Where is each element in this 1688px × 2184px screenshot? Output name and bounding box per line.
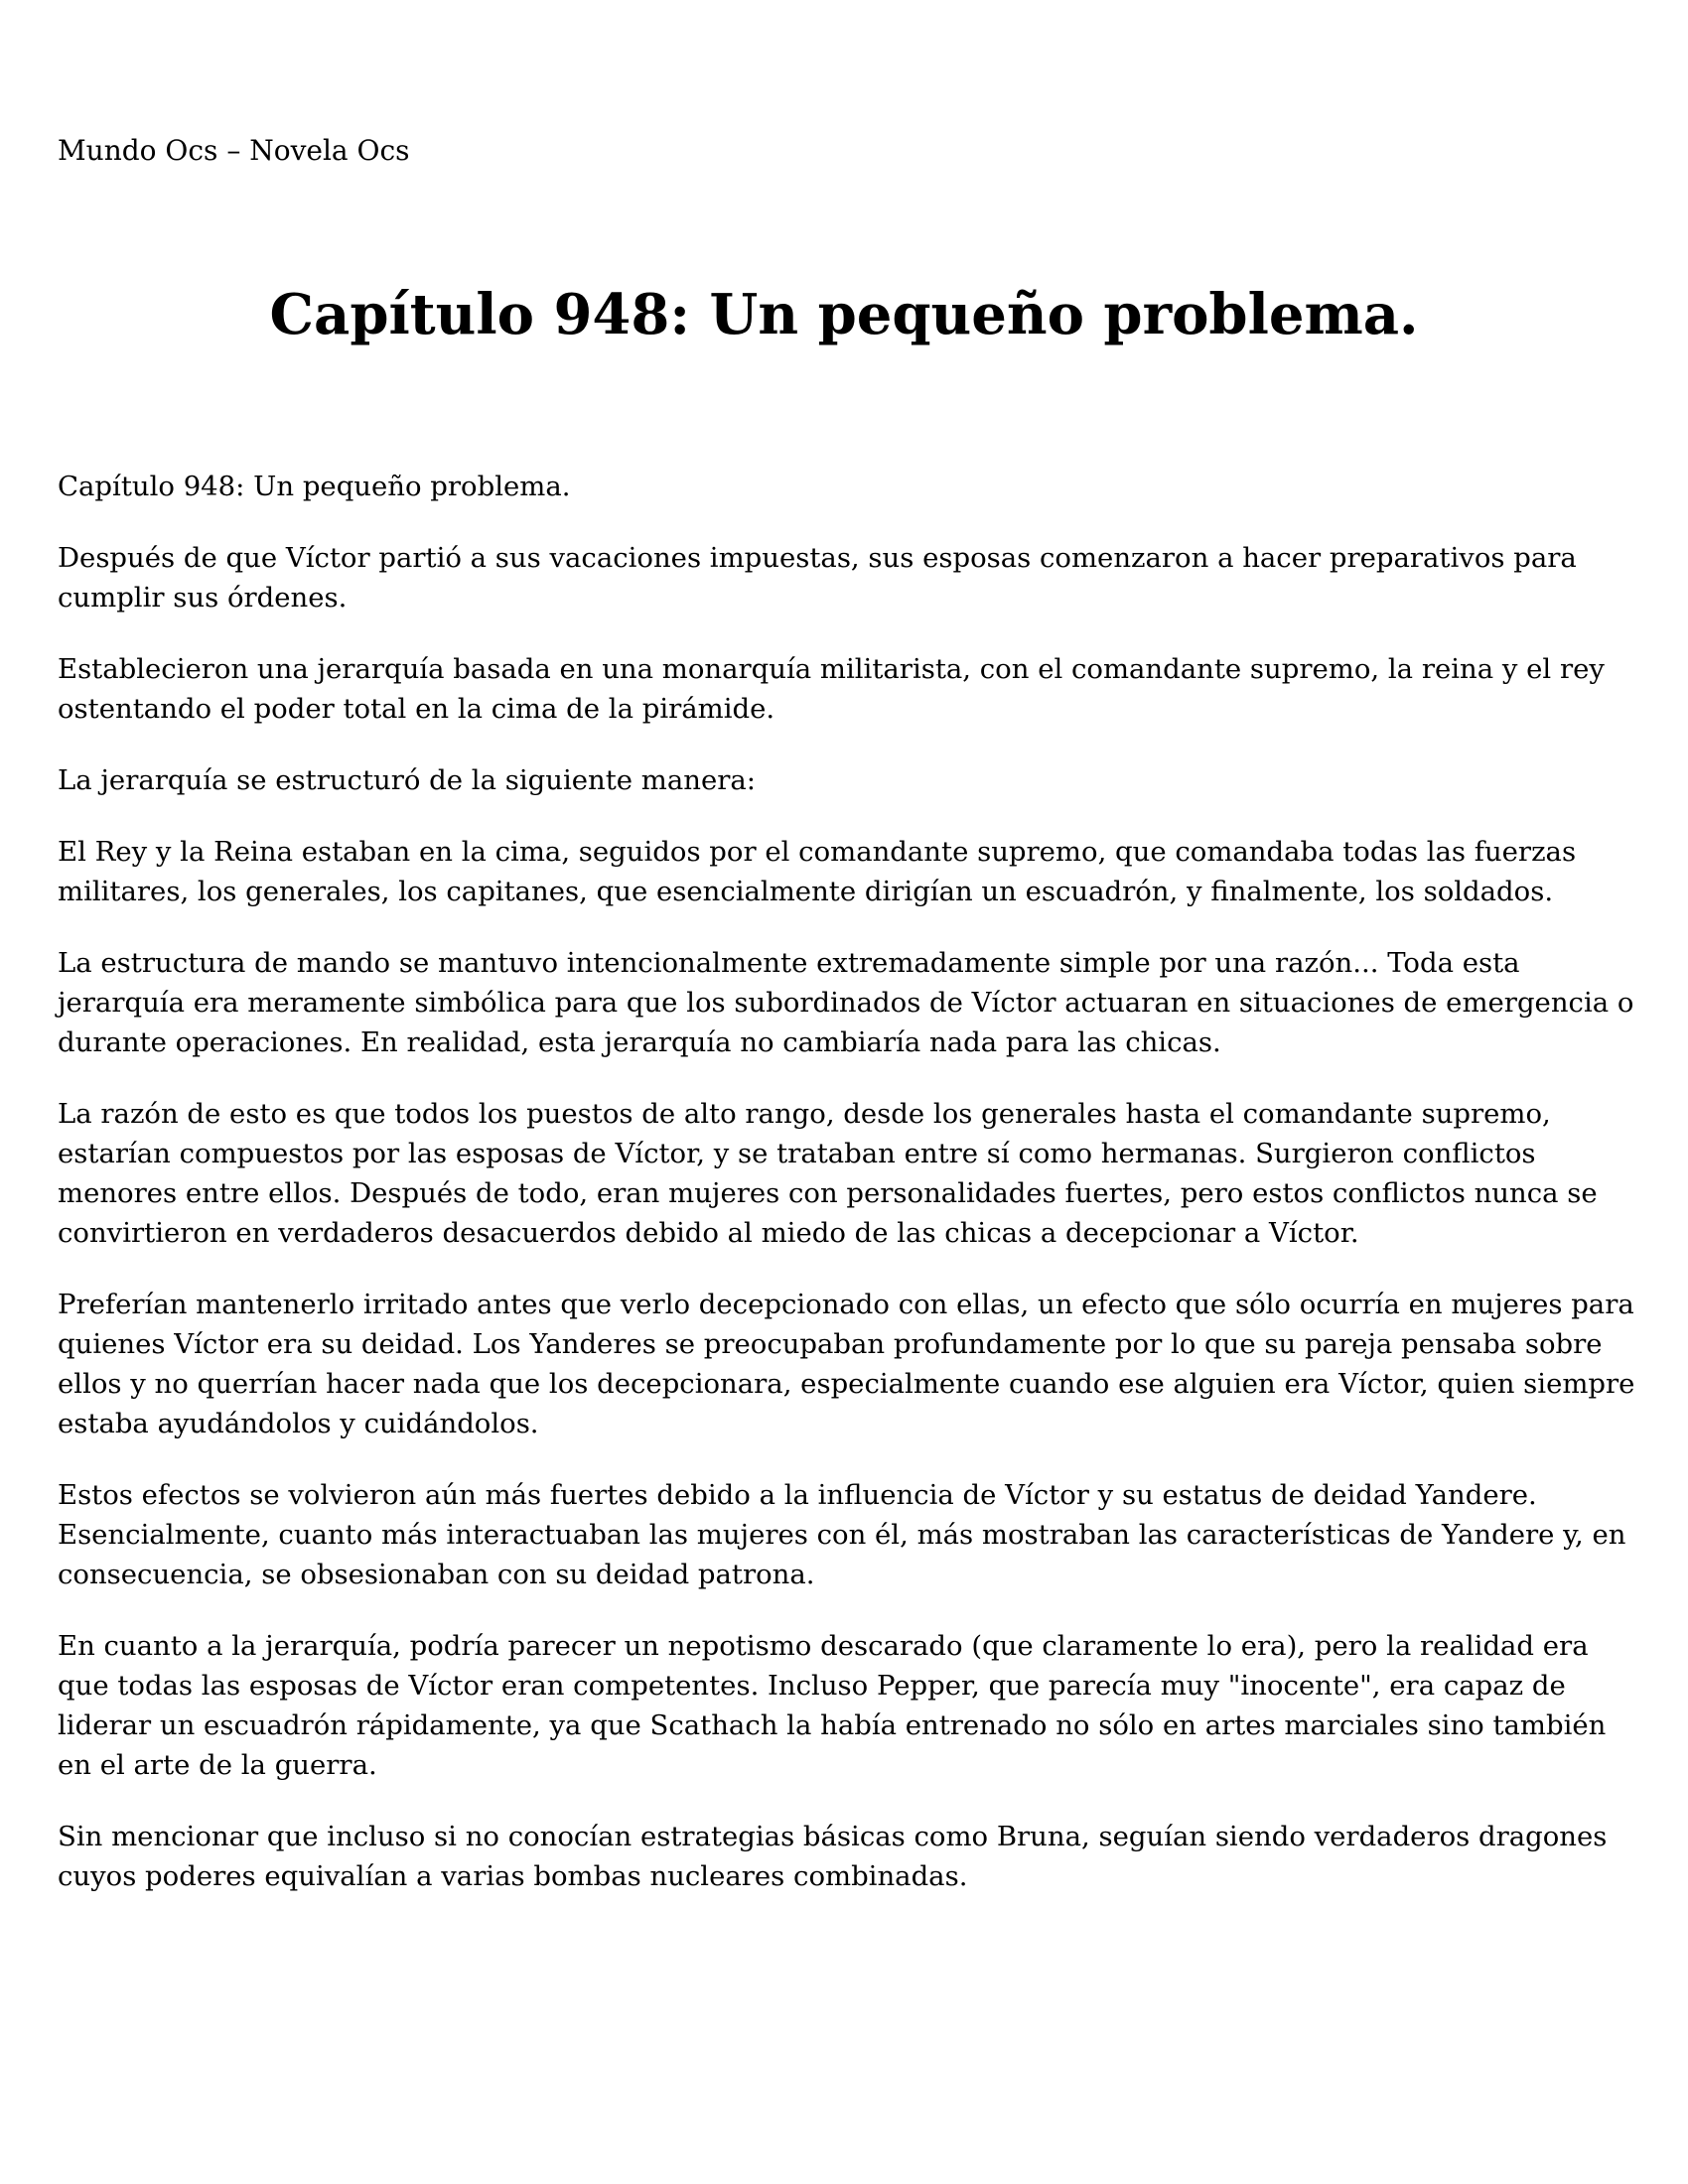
chapter-body xyxy=(58,467,1646,1928)
paragraph: Estos efectos se volvieron aún más fuertes debido a la influencia de Víctor y su estatus de deidad Yandere. Esencialmente, cuanto más interactuaban las mujeres con él, más mostraban las características de Yandere y, en consecuencia, se obsesionaban con su deidad patrona. xyxy=(58,1479,1626,1590)
paragraph: Capítulo 948: Un pequeño problema. xyxy=(58,471,571,502)
paragraph: Preferían mantenerlo irritado antes que verlo decepcionado con ellas, un efecto que sólo ocurría en mujeres para quienes Víctor era su deidad. Los Yanderes se preocupaban profundamente por lo que su pareja pensaba sobre ellos y no querrían hacer nada que los decepcionara, especialmente cuando ese alguien era Víctor, quien siempre estaba ayudándolos y cuidándolos. xyxy=(58,1289,1635,1439)
paragraph: El Rey y la Reina estaban en la cima, seguidos por el comandante supremo, que comandaba todas las fuerzas militares, los generales, los capitanes, que esencialmente dirigían un escuadrón, y finalmente, los soldados. xyxy=(58,836,1577,907)
paragraph: Establecieron una jerarquía basada en una monarquía militarista, con el comandante supremo, la reina y el rey ostentando el poder total en la cima de la pirámide. xyxy=(58,653,1605,725)
paragraph: Sin mencionar que incluso si no conocían estrategias básicas como Bruna, seguían siendo verdaderos dragones cuyos poderes equivalían a varias bombas nucleares combinadas. xyxy=(58,1821,1608,1892)
paragraph: La estructura de mando se mantuvo intencionalmente extremadamente simple por una razón... Toda esta jerarquía era meramente simbólica para que los subordinados de Víctor actuaran en situaciones de emergencia o durante operaciones. En realidad, esta jerarquía no cambiaría nada para las chicas. xyxy=(58,947,1634,1058)
chapter-title: Capítulo 948: Un pequeño problema. xyxy=(269,282,1419,347)
paragraph: La razón de esto es que todos los puestos de alto rango, desde los generales hasta el comandante supremo, estarían compuestos por las esposas de Víctor, y se trataban entre sí como hermanas. Surgieron conflictos menores entre ellos. Después de todo, eran mujeres con personalidades fuertes, pero estos conflictos nunca se convirtieron en verdaderos desacuerdos debido al miedo de las chicas a decepcionar a Víctor. xyxy=(58,1098,1598,1249)
paragraph: La jerarquía se estructuró de la siguiente manera: xyxy=(58,764,757,796)
page-header: Mundo Ocs – Novela Ocs xyxy=(58,134,410,167)
paragraph: En cuanto a la jerarquía, podría parecer un nepotismo descarado (que claramente lo era), pero la realidad era que todas las esposas de Víctor eran competentes. Incluso Pepper, que parecía muy "inocente", era capaz de liderar un escuadrón rápidamente, ya que Scathach la había entrenado no sólo en artes marciales sino también en el arte de la guerra. xyxy=(58,1630,1607,1781)
paragraph: Después de que Víctor partió a sus vacaciones impuestas, sus esposas comenzaron a hacer preparativos para cumplir sus órdenes. xyxy=(58,542,1577,614)
